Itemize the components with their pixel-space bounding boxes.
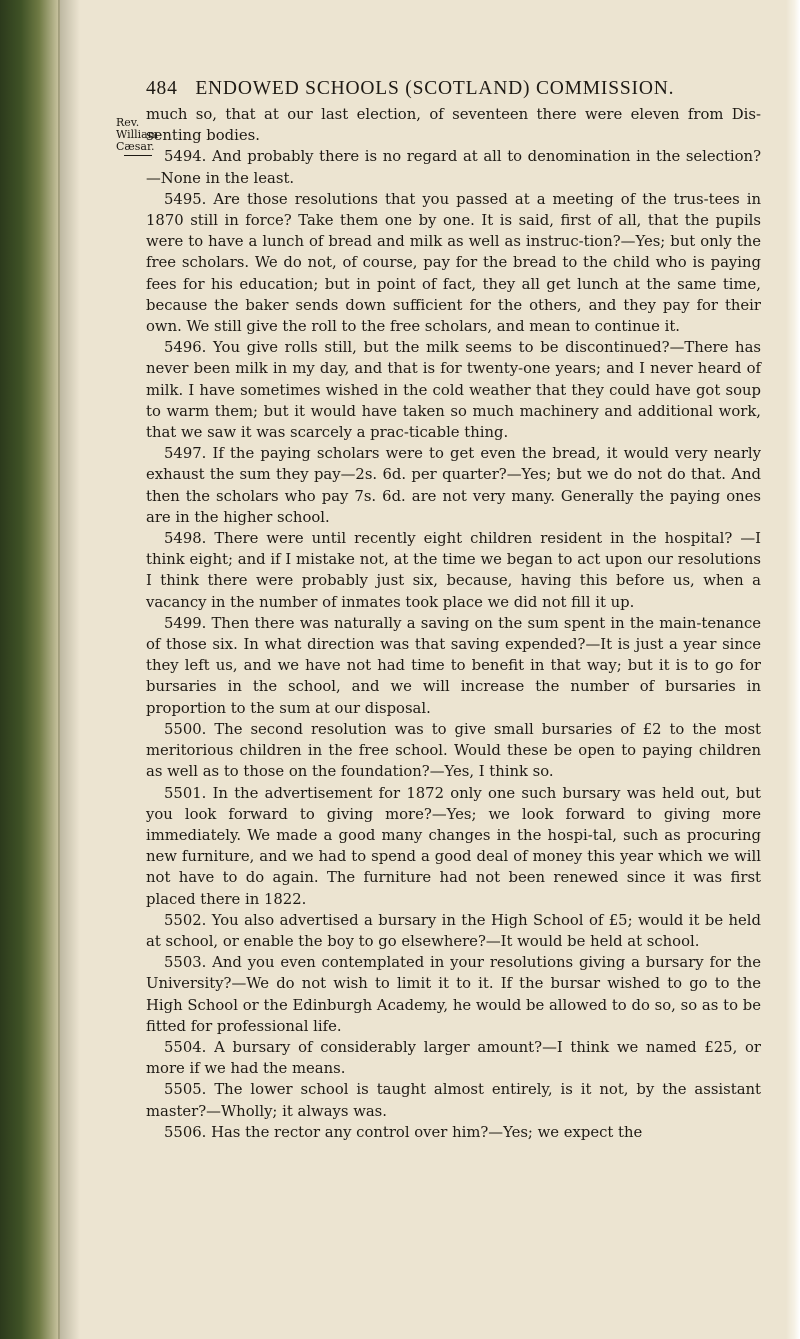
header-title: ENDOWED SCHOOLS (SCOTLAND) COMMISSION. <box>195 78 675 99</box>
sidenote-line-2: William <box>116 128 159 141</box>
sidenote-line-1: Rev. <box>116 116 140 129</box>
paragraph-5505: 5505. The lower school is taught almost entirely, is it not, by the assistant master?—Wholly; it always was. <box>146 1081 761 1120</box>
paragraph-5500: 5500. The second resolution was to give small bursaries of £2 to the most meritorious children in the free school. Would these be open to paying children as well as to those on the foundation?—Yes, I think so. <box>146 720 761 781</box>
gutter-shadow <box>58 0 80 1339</box>
body-text <box>146 104 761 1143</box>
sidenote-line-3: Cæsar. <box>116 140 155 153</box>
paragraph-5495: 5495. Are those resolutions that you passed at a meeting of the trus-tees in 1870 still in force? Take them one by one. It is said, first of all, that the pupils were to have a lunch of bread and milk as well as instruc-tion?—Yes; but only the free scholars. We do not, of course, pay for the bread to the child who is paying fees for his education; but in point of fact, they all get lunch at the same time, because the baker sends down sufficient for the others, and they pay for their own. We still give the roll to the free scholars, and mean to continue it. <box>146 190 761 336</box>
page-number: 484 <box>146 78 178 99</box>
paragraph-5497: 5497. If the paying scholars were to get even the bread, it would very nearly exhaust the sum they pay—2s. 6d. per quarter?—Yes; but we do not do that. And then the scholars who pay 7s. 6d. are not very many. Generally the paying ones are in the higher school. <box>146 445 761 526</box>
paragraph-5496: 5496. You give rolls still, but the milk seems to be discontinued?—There has never been milk in my day, and that is for twenty-one years; and I never heard of milk. I have sometimes wished in the cold weather that they could have got soup to warm them; but it would have taken so much machinery and additional work, that we saw it was scarcely a prac-ticable thing. <box>146 339 761 442</box>
book-page <box>90 0 790 1339</box>
book-binding-shadow <box>0 0 60 1339</box>
running-header <box>146 78 746 100</box>
paragraph-5506: 5506. Has the rector any control over him?—Yes; we expect the <box>164 1123 643 1141</box>
paragraph-5498: 5498. There were until recently eight children resident in the hospital? —I think eight; and if I mistake not, at the time we began to act upon our resolutions I think there were probably just six, because, having this before us, when a vacancy in the number of inmates took place we did not fill it up. <box>146 530 761 611</box>
paragraph-continuation: much so, that at our last election, of seventeen there were eleven from Dis-senting bodies. <box>146 106 761 145</box>
paragraph-5503: 5503. And you even contemplated in your resolutions giving a bursary for the University?—We do not wish to limit it to it. If the bursar wished to go to the High School or the Edinburgh Academy, he would be allowed to do so, so as to be fitted for professional life. <box>146 954 761 1035</box>
paragraph-5494: 5494. And probably there is no regard at all to denomination in the selection?—None in the least. <box>146 148 761 187</box>
paragraph-5502: 5502. You also advertised a bursary in the High School of £5; would it be held at school, or enable the boy to go elsewhere?—It would be held at school. <box>146 911 761 950</box>
paragraph-5499: 5499. Then there was naturally a saving on the sum spent in the main-tenance of those six. In what direction was that saving expended?—It is just a year since they left us, and we have not had time to benefit in that way; but it is to go for bursaries in the school, and we will increase the number of bursaries in proportion to the sum at our disposal. <box>146 614 761 717</box>
paragraph-5504: 5504. A bursary of considerably larger amount?—I think we named £25, or more if we had the means. <box>146 1038 761 1078</box>
paragraph-5501: 5501. In the advertisement for 1872 only one such bursary was held out, but you look forward to giving more?—Yes; we look forward to giving more immediately. We made a good many changes in the hospi-tal, such as procuring new furniture, and we had to spend a good deal of money this year which we will not have to do again. The furniture had not been renewed since it was first placed there in 1822. <box>146 784 761 908</box>
